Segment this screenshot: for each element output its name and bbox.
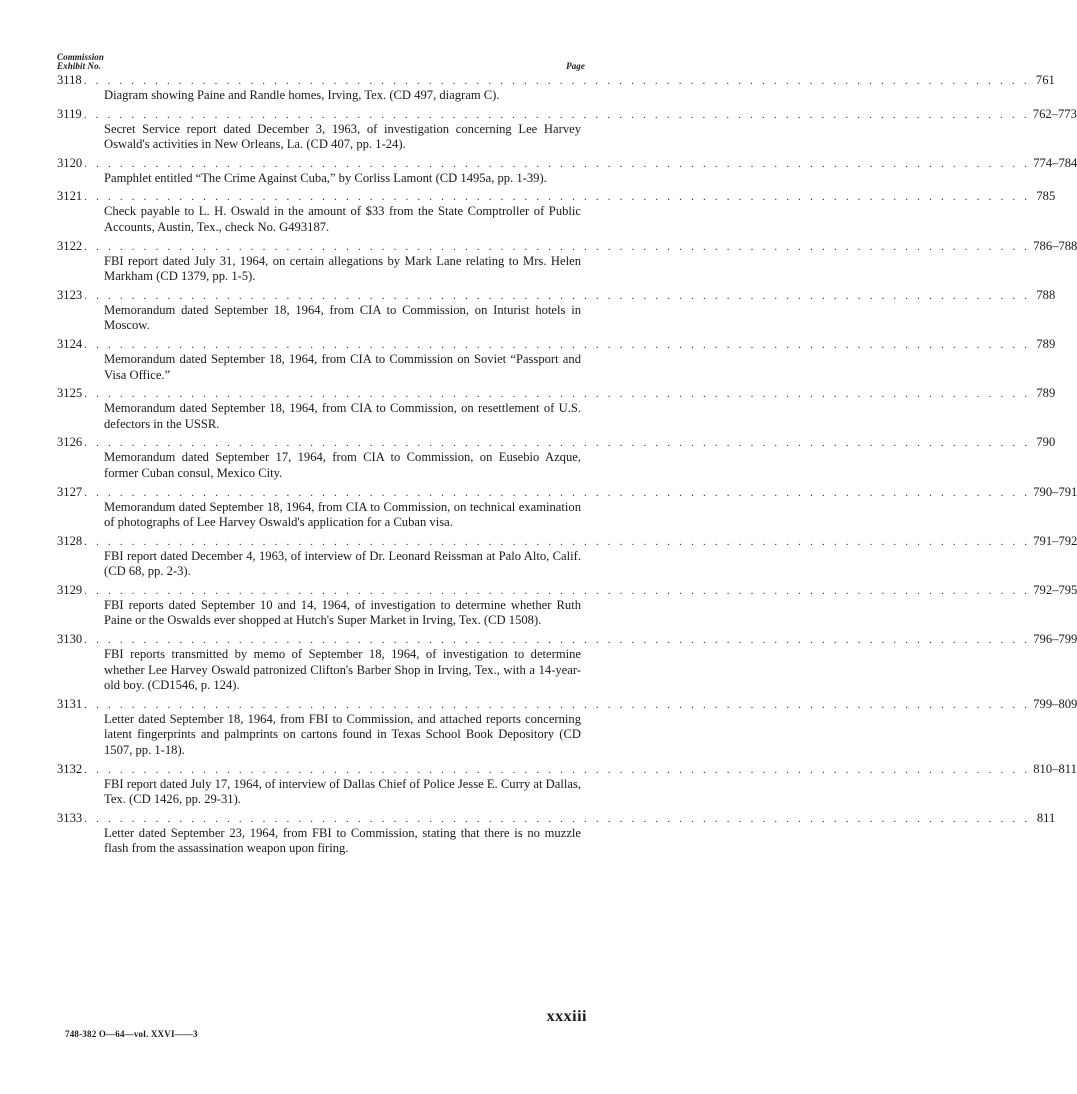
exhibit-page-range: 774–784: [1033, 155, 1077, 170]
exhibit-page-range: 790: [1036, 435, 1056, 450]
exhibit-entry-line: [57, 582, 1077, 598]
exhibit-entry-line: [57, 810, 1056, 826]
dot-leader: . . . . . . . . . . . . . . . . . . . . . . . . . . . . . . . . . . . . . . . . . . . . . . . . . . . . . . . . . . . . . . . . . . . . . . . . . . . . . . . .: [84, 535, 1031, 548]
dot-leader: . . . . . . . . . . . . . . . . . . . . . . . . . . . . . . . . . . . . . . . . . . . . . . . . . . . . . . . . . . . . . . . . . . . . . . . . . . . . . . . .: [84, 240, 1031, 253]
dot-leader: . . . . . . . . . . . . . . . . . . . . . . . . . . . . . . . . . . . . . . . . . . . . . . . . . . . . . . . . . . . . . . . . . . . . . . . . . . . . . . . .: [84, 812, 1031, 825]
contents-page: [57, 52, 1077, 860]
exhibit-description: Memorandum dated September 17, 1964, from CIA to Commission, on Eusebio Azque, former Cuban consul, Mexico City.: [104, 450, 581, 480]
exhibit-entry-line: [57, 533, 1077, 549]
dot-leader: . . . . . . . . . . . . . . . . . . . . . . . . . . . . . . . . . . . . . . . . . . . . . . . . . . . . . . . . . . . . . . . . . . . . . . . . . . . . . . . .: [84, 338, 1031, 351]
dot-leader: . . . . . . . . . . . . . . . . . . . . . . . . . . . . . . . . . . . . . . . . . . . . . . . . . . . . . . . . . . . . . . . . . . . . . . . . . . . . . . . .: [83, 75, 1030, 87]
exhibit-entry-line: [57, 386, 1056, 401]
exhibit-description: FBI report dated December 4, 1963, of interview of Dr. Leonard Reissman at Palo Alto, Calif. (CD 68, pp. 2-3).: [104, 548, 581, 579]
dot-leader: . . . . . . . . . . . . . . . . . . . . . . . . . . . . . . . . . . . . . . . . . . . . . . . . . . . . . . . . . . . . . . . . . . . . . . . . . . . . . . . .: [84, 388, 1031, 401]
exhibit-entry-line: [57, 761, 1077, 777]
exhibit-entry: [57, 435, 1056, 481]
exhibit-entry-line: [57, 73, 1055, 88]
exhibit-entry: [57, 287, 1056, 334]
column-headers: [57, 53, 587, 71]
exhibit-description: Diagram showing Paine and Randle homes, Irving, Tex. (CD 497, diagram C).: [104, 88, 500, 102]
exhibit-description: Check payable to L. H. Oswald in the amount of $33 from the State Comptroller of Public Accounts, Austin, Tex., check No. G493187.: [104, 204, 581, 234]
exhibit-entry-line: [57, 435, 1056, 450]
exhibit-page-range: 792–795: [1033, 582, 1077, 597]
page-column-heading: Page: [566, 61, 585, 71]
exhibit-number: 3127: [57, 484, 83, 499]
exhibit-description: Memorandum dated September 18, 1964, from CIA to Commission, on technical examination of photographs of Lee Harvey Oswald's application for a Cuban visa.: [104, 499, 581, 530]
exhibit-description: FBI reports transmitted by memo of September 18, 1964, of investigation to determine whether Lee Harvey Oswald patronized Clifton's Barber Shop in Irving, Tex., with a 14-year-old boy. (CD1546, p. 124).: [104, 647, 581, 693]
exhibit-description: FBI report dated July 17, 1964, of interview of Dallas Chief of Police Jesse E. Curry at Dallas, Tex. (CD 1426, pp. 29-31).: [104, 776, 581, 807]
exhibit-number: 3120: [57, 155, 83, 170]
dot-leader: . . . . . . . . . . . . . . . . . . . . . . . . . . . . . . . . . . . . . . . . . . . . . . . . . . . . . . . . . . . . . . . . . . . . . . . . . . . . . . . .: [84, 289, 1031, 302]
exhibit-number: 3122: [57, 238, 83, 253]
exhibit-number: 3128: [57, 533, 83, 548]
exhibit-page-range: 790–791: [1033, 484, 1077, 499]
exhibit-description: Memorandum dated September 18, 1964, from CIA to Commission on Soviet “Passport and Visa Office.”: [104, 351, 581, 382]
dot-leader: . . . . . . . . . . . . . . . . . . . . . . . . . . . . . . . . . . . . . . . . . . . . . . . . . . . . . . . . . . . . . . . . . . . . . . . . . . . . . . . .: [83, 108, 1030, 121]
exhibit-number: 3132: [57, 761, 83, 776]
dot-leader: . . . . . . . . . . . . . . . . . . . . . . . . . . . . . . . . . . . . . . . . . . . . . . . . . . . . . . . . . . . . . . . . . . . . . . . . . . . . . . . .: [84, 157, 1031, 170]
exhibit-page-range: 789: [1036, 386, 1056, 401]
exhibit-entry-line: [57, 484, 1077, 500]
dot-leader: . . . . . . . . . . . . . . . . . . . . . . . . . . . . . . . . . . . . . . . . . . . . . . . . . . . . . . . . . . . . . . . . . . . . . . . . . . . . . . . .: [84, 763, 1031, 776]
exhibit-description: Pamphlet entitled “The Crime Against Cuba,” by Corliss Lamont (CD 1495a, pp. 1-39).: [104, 170, 547, 185]
exhibit-page-range: 796–799: [1033, 632, 1077, 647]
exhibit-entry-line: [57, 238, 1077, 254]
exhibit-entry-line: [57, 106, 1077, 122]
dot-leader: . . . . . . . . . . . . . . . . . . . . . . . . . . . . . . . . . . . . . . . . . . . . . . . . . . . . . . . . . . . . . . . . . . . . . . . . . . . . . . . .: [84, 486, 1031, 499]
exhibit-number: 3125: [57, 386, 83, 401]
exhibit-entry: [57, 533, 1077, 580]
exhibit-entry: [57, 336, 1056, 383]
exhibit-description: FBI reports dated September 10 and 14, 1964, of investigation to determine whether Ruth Paine or the Oswalds ever shopped at Hutch's Super Market in Irving, Tex. (CD 1508).: [104, 597, 581, 628]
exhibit-number: 3126: [57, 435, 83, 450]
exhibit-entry: [57, 73, 1055, 104]
exhibit-number: 3130: [57, 632, 83, 647]
dot-leader: . . . . . . . . . . . . . . . . . . . . . . . . . . . . . . . . . . . . . . . . . . . . . . . . . . . . . . . . . . . . . . . . . . . . . . . . . . . . . . . .: [84, 437, 1031, 450]
dot-leader: . . . . . . . . . . . . . . . . . . . . . . . . . . . . . . . . . . . . . . . . . . . . . . . . . . . . . . . . . . . . . . . . . . . . . . . . . . . . . . . .: [84, 191, 1031, 204]
exhibit-number: 3119: [57, 106, 82, 121]
exhibit-heading-line1: Commission: [57, 52, 105, 62]
exhibit-list: [57, 73, 1077, 857]
exhibit-description: Letter dated September 23, 1964, from FBI to Commission, stating that there is no muzzle flash from the assassination weapon upon firing.: [104, 825, 581, 856]
exhibit-description: Secret Service report dated December 3, 1963, of investigation concerning Lee Harvey Oswald's activities in New Orleans, La. (CD 407, pp. 1-24).: [104, 121, 581, 152]
dot-leader: . . . . . . . . . . . . . . . . . . . . . . . . . . . . . . . . . . . . . . . . . . . . . . . . . . . . . . . . . . . . . . . . . . . . . . . . . . . . . . . .: [84, 698, 1031, 711]
exhibit-entry-line: [57, 287, 1056, 303]
exhibit-number: 3129: [57, 582, 83, 597]
exhibit-number: 3133: [57, 810, 83, 825]
exhibit-description: FBI report dated July 31, 1964, on certain allegations by Mark Lane relating to Mrs. Helen Markham (CD 1379, pp. 1-5).: [104, 253, 581, 284]
page-footer: [57, 1008, 587, 1048]
exhibit-page-range: 811: [1036, 810, 1056, 825]
exhibit-entry-line: [57, 632, 1077, 647]
exhibit-page-range: 786–788: [1033, 238, 1077, 253]
exhibit-number: 3124: [57, 336, 83, 351]
dot-leader: . . . . . . . . . . . . . . . . . . . . . . . . . . . . . . . . . . . . . . . . . . . . . . . . . . . . . . . . . . . . . . . . . . . . . . . . . . . . . . . .: [84, 634, 1031, 647]
exhibit-entry: [57, 189, 1056, 235]
exhibit-entry: [57, 810, 1056, 857]
exhibit-entry: [57, 155, 1077, 187]
exhibit-description: Memorandum dated September 18, 1964, from CIA to Commission, on resettlement of U.S. defectors in the USSR.: [104, 401, 581, 431]
exhibit-number: 3131: [57, 696, 83, 711]
exhibit-entry: [57, 582, 1077, 629]
exhibit-page-range: 761: [1035, 73, 1055, 87]
exhibit-entry-line: [57, 696, 1077, 712]
exhibit-entry: [57, 386, 1056, 432]
exhibit-entry: [57, 484, 1077, 531]
print-line: 748-382 O—64—vol. XXVI——3: [65, 1029, 198, 1039]
exhibit-entry: [57, 238, 1077, 285]
exhibit-entry: [57, 761, 1077, 808]
exhibit-heading-line2: Exhibit No.: [57, 61, 102, 71]
exhibit-page-range: 799–809: [1033, 696, 1077, 711]
exhibit-page-range: 788: [1036, 287, 1056, 302]
exhibit-number: 3123: [57, 287, 83, 302]
exhibit-page-range: 810–811: [1033, 761, 1077, 776]
exhibit-entry-line: [57, 336, 1056, 352]
dot-leader: . . . . . . . . . . . . . . . . . . . . . . . . . . . . . . . . . . . . . . . . . . . . . . . . . . . . . . . . . . . . . . . . . . . . . . . . . . . . . . . .: [84, 584, 1031, 597]
exhibit-entry-line: [57, 155, 1077, 171]
exhibit-number: 3121: [57, 189, 83, 204]
exhibit-description: Memorandum dated September 18, 1964, from CIA to Commission, on Inturist hotels in Moscow.: [104, 302, 581, 333]
exhibit-entry: [57, 696, 1077, 759]
exhibit-entry: [57, 106, 1077, 153]
page-folio: xxxiii: [546, 1008, 587, 1025]
exhibit-page-range: 791–792: [1033, 533, 1077, 548]
exhibit-number-heading: [57, 53, 104, 71]
exhibit-page-range: 762–773: [1032, 106, 1077, 121]
exhibit-page-range: 789: [1036, 336, 1056, 351]
exhibit-entry-line: [57, 189, 1056, 204]
exhibit-number: 3118: [57, 73, 82, 87]
exhibit-entry: [57, 632, 1077, 694]
exhibit-page-range: 785: [1036, 189, 1056, 204]
exhibit-description: Letter dated September 18, 1964, from FBI to Commission, and attached reports concerning latent fingerprints and palmprints on cartons found in Texas School Book Depository (CD 1507, pp. 1-18).: [104, 711, 581, 758]
